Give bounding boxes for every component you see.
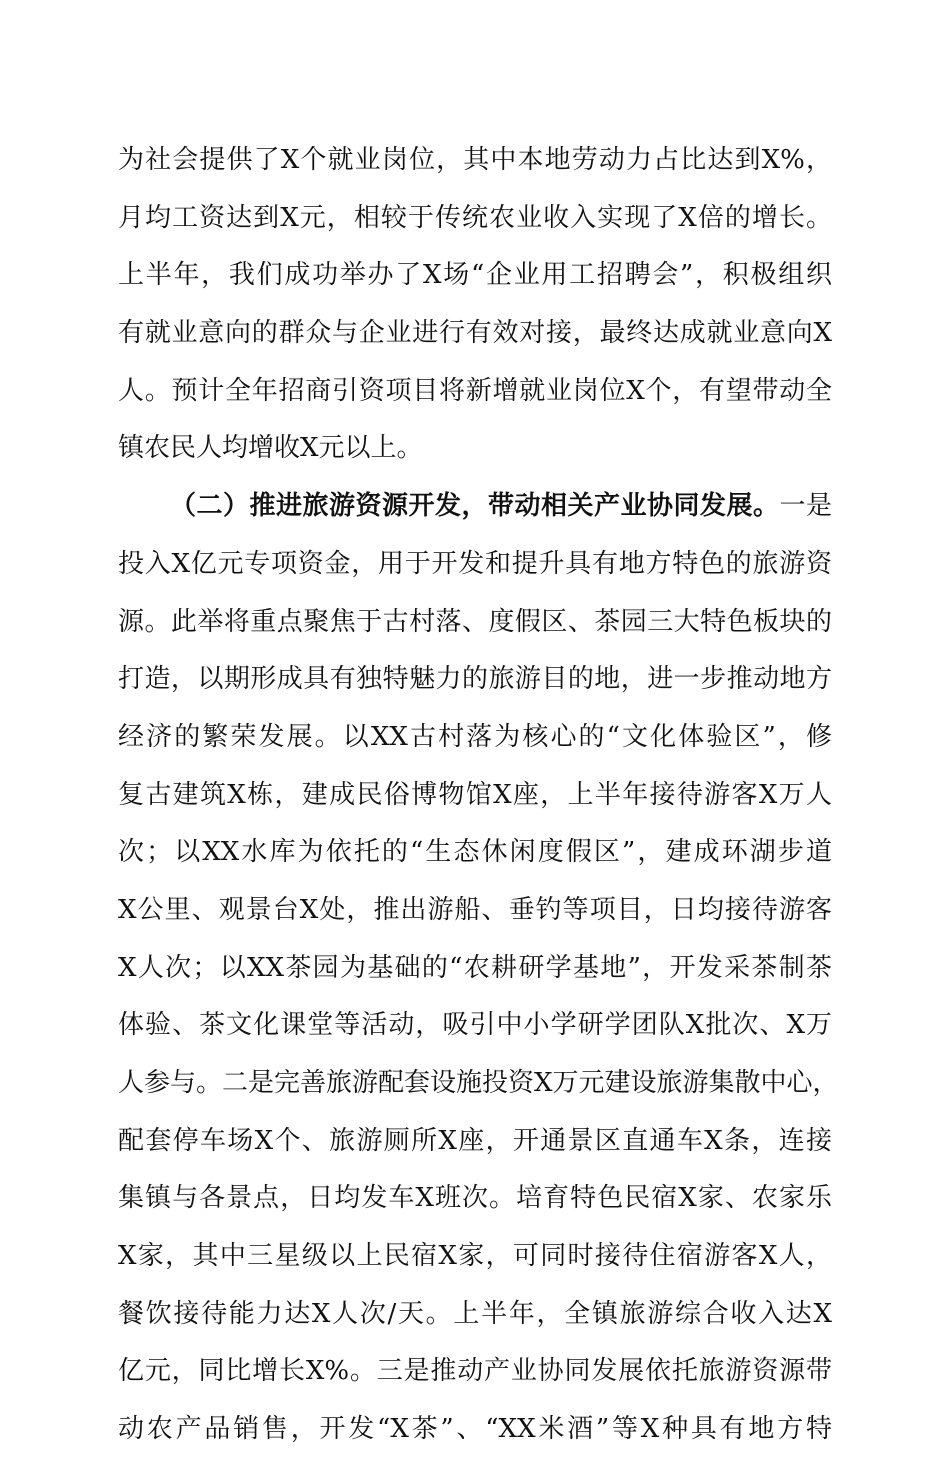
- paragraph2-line: 投入X亿元专项资金，用于开发和提升具有地方特色的旅游资: [118, 548, 832, 579]
- paragraph2-line: 体验、茶文化课堂等活动，吸引中小学研学团队X批次、X万: [118, 1010, 832, 1041]
- paragraph1-line: 上半年，我们成功举办了X场“企业用工招聘会”，积极组织: [118, 260, 832, 291]
- paragraph1-line: 人。预计全年招商引资项目将新增就业岗位X个，有望带动全: [118, 375, 832, 406]
- paragraph2-line: 经济的繁荣发展。以XX古村落为核心的“文化体验区”，修: [118, 721, 832, 752]
- paragraph2-line: 复古建筑X栋，建成民俗博物馆X座，上半年接待游客X万人: [118, 779, 832, 810]
- paragraph2-line: 集镇与各景点，日均发车X班次。培育特色民宿X家、农家乐: [118, 1183, 832, 1214]
- paragraph2-line: X公里、观景台X处，推出游船、垂钓等项目，日均接待游客: [118, 894, 832, 925]
- paragraph2-first-line-rest: 一是: [779, 491, 832, 522]
- paragraph2-line: 人参与。二是完善旅游配套设施投资X万元建设旅游集散中心，: [118, 1068, 839, 1098]
- paragraph2-line: 次；以XX水库为依托的“生态休闲度假区”，建成环湖步道: [118, 837, 832, 868]
- paragraph1-line: 月均工资达到X元，相较于传统农业收入实现了X倍的增长。: [118, 202, 832, 233]
- body-text: [118, 132, 839, 1459]
- section-heading: （二）推进旅游资源开发，带动相关产业协同发展。: [170, 491, 780, 522]
- paragraph2-line: 亿元，同比增长X%。三是推动产业协同发展依托旅游资源带: [118, 1356, 832, 1387]
- paragraph2-line: 餐饮接待能力达X人次/天。上半年，全镇旅游综合收入达X: [118, 1298, 832, 1329]
- paragraph1-line: 有就业意向的群众与企业进行有效对接，最终达成就业意向X: [118, 318, 832, 349]
- paragraph1-line: 镇农民人均增收X元以上。: [118, 433, 423, 464]
- paragraph2-line: 配套停车场X个、旅游厕所X座，开通景区直通车X条，连接: [118, 1125, 832, 1156]
- paragraph2-line: X人次；以XX茶园为基础的“农耕研学基地”，开发采茶制茶: [118, 952, 832, 983]
- paragraph2-first-line: [118, 478, 832, 536]
- paragraph2-line: X家，其中三星级以上民宿X家，可同时接待住宿游客X人，: [118, 1241, 832, 1272]
- paragraph2-line: 打造，以期形成具有独特魅力的旅游目的地，进一步推动地方: [118, 664, 832, 695]
- paragraph2-line: 动农产品销售，开发“X茶”、“XX米酒”等X种具有地方特: [118, 1414, 832, 1445]
- paragraph1-line: 为社会提供了X个就业岗位，其中本地劳动力占比达到X%，: [118, 145, 832, 175]
- paragraph2-line: 源。此举将重点聚焦于古村落、度假区、茶园三大特色板块的: [118, 606, 832, 637]
